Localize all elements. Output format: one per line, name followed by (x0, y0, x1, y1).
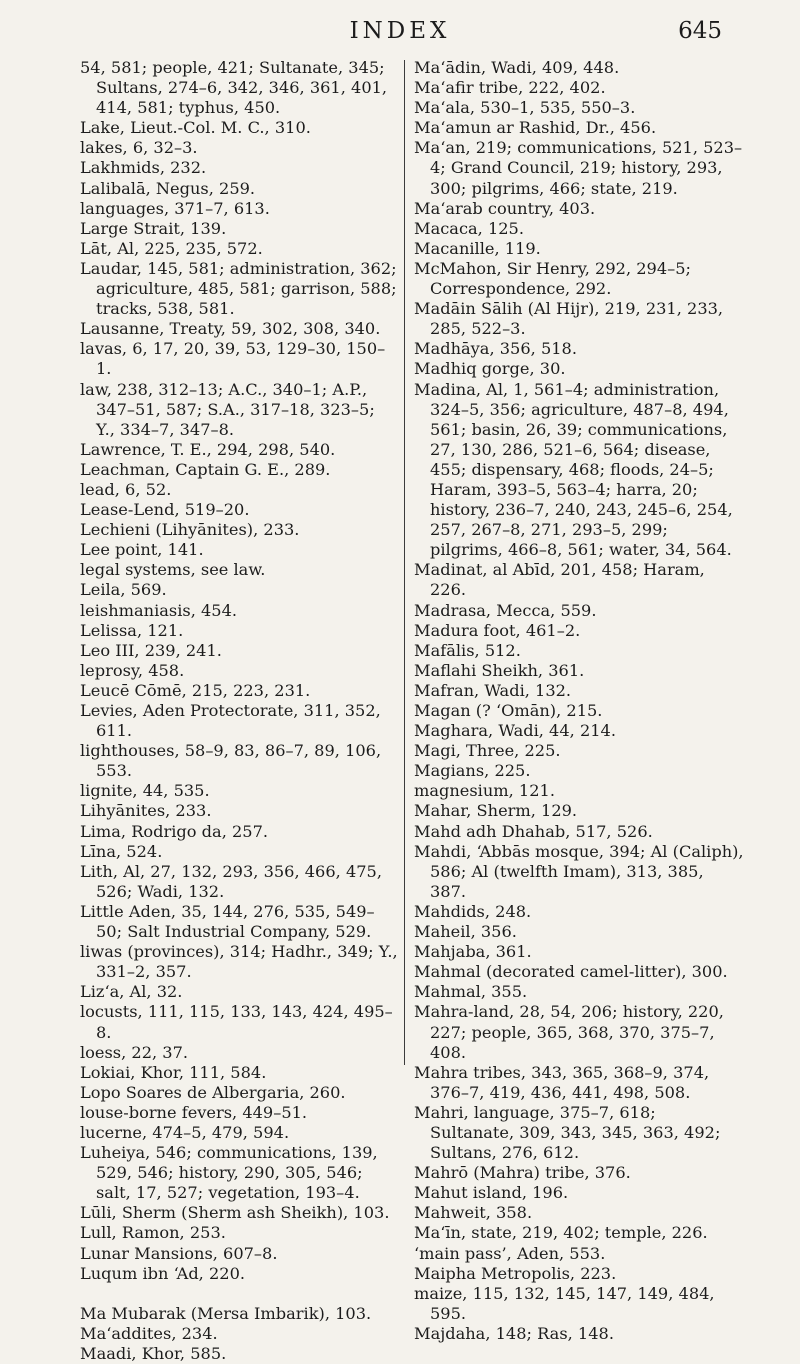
index-entry: Macanille, 119. (414, 238, 541, 258)
index-entry: Līna, 524. (80, 841, 163, 861)
index-entry: legal systems, see law. (80, 560, 266, 580)
index-entry: lead, 6, 52. (80, 479, 172, 499)
index-entry: leishmaniasis, 454. (80, 600, 238, 620)
index-entry: Lausanne, Treaty, 59, 302, 308, 340. (80, 319, 381, 339)
index-entry: Lechieni (Lihyānites), 233. (80, 520, 300, 540)
index-title: INDEX (349, 18, 451, 44)
index-entry: leprosy, 458. (80, 660, 185, 680)
index-entry: Ma‘īn, state, 219, 402; temple, 226. (414, 1223, 708, 1243)
index-entry: McMahon, Sir Henry, 292, 294–5; Correspondence, 292. (414, 258, 691, 299)
index-entry: Luqum ibn ‘Ad, 220. (80, 1263, 246, 1283)
index-entry: Ma Mubarak (Mersa Imbarik), 103. (80, 1303, 372, 1323)
index-entry: law, 238, 312–13; A.C., 340–1; A.P., 347–51, 587; S.A., 317–18, 323–5; Y., 334–7, 347–8. (80, 379, 375, 439)
index-entry: Maadi, Khor, 585. (80, 1343, 227, 1363)
page-number: 645 (678, 18, 722, 44)
index-entry: Ma‘an, 219; communications, 521, 523–4; Grand Council, 219; history, 293, 300; pilgrims, 466; state, 219. (414, 138, 743, 198)
index-entry: lignite, 44, 535. (80, 781, 210, 801)
page-header (0, 18, 800, 58)
index-entry: Large Strait, 139. (80, 218, 227, 238)
index-entry: liwas (provinces), 314; Hadhr., 349; Y., 331–2, 357. (80, 942, 398, 982)
index-entry: Leucē Cōmē, 215, 223, 231. (80, 680, 311, 700)
index-entry: louse-borne fevers, 449–51. (80, 1102, 308, 1122)
index-entry: Maghara, Wadi, 44, 214. (414, 721, 616, 741)
index-entry: Mahjaba, 361. (414, 942, 532, 962)
index-entry: Lakhmids, 232. (80, 158, 207, 178)
index-entry: Madina, Al, 1, 561–4; administration, 324–5, 356; agriculture, 487–8, 494, 561; basin, 26, 39; communications, 27, 130, 286, 521–6, 564; disease, 455; dispensary, 468; floods, 24–5; Haram, 393–5, 563–4; harra, 20; history, 236–7, 240, 243, 245–6, 254, 257, 267–8, 271, 293–5, 299; pilgrims, 466–8, 561; water, 34, 564. (414, 379, 733, 560)
index-entry: loess, 22, 37. (80, 1042, 189, 1062)
index-entry: Leachman, Captain G. E., 289. (80, 459, 331, 479)
index-entry: Ma‘addites, 234. (80, 1323, 218, 1343)
index-entry: Leila, 569. (80, 580, 167, 600)
index-entry: Mafran, Wadi, 132. (414, 680, 572, 700)
index-entry: Madhiq gorge, 30. (414, 359, 566, 379)
index-entry: Mahri, language, 375–7, 618; Sultanate, 309, 343, 345, 363, 492; Sultans, 276, 612. (414, 1102, 721, 1163)
index-entry: Mahdids, 248. (414, 901, 532, 921)
index-entry: lucerne, 474–5, 479, 594. (80, 1122, 290, 1142)
index-entry: Magi, Three, 225. (414, 741, 561, 761)
index-entry: Mahra tribes, 343, 365, 368–9, 374, 376–7, 419, 436, 441, 498, 508. (414, 1062, 710, 1102)
index-entry: Ma‘arab country, 403. (414, 198, 596, 218)
index-entry: Lake, Lieut.-Col. M. C., 310. (80, 118, 311, 138)
index-entry: Lee point, 141. (80, 540, 204, 560)
index-column-right (414, 58, 744, 1344)
index-entry: Little Aden, 35, 144, 276, 535, 549–50; Salt Industrial Company, 529. (80, 901, 375, 942)
index-entry: Lihyānites, 233. (80, 801, 212, 821)
index-entry: Lelissa, 121. (80, 620, 184, 640)
index-entry: Lokiai, Khor, 111, 584. (80, 1062, 267, 1082)
index-entry: Mahrō (Mahra) tribe, 376. (414, 1163, 631, 1183)
index-entry: maize, 115, 132, 145, 147, 149, 484, 595. (414, 1283, 715, 1323)
index-column-left (80, 58, 398, 1364)
index-entry: Madāin Sālih (Al Hijr), 219, 231, 233, 285, 522–3. (414, 299, 724, 339)
index-entry: Mahar, Sherm, 129. (414, 801, 578, 821)
index-entry: Magan (? ‘Omān), 215. (414, 701, 603, 720)
index-entry: Mahd adh Dhahab, 517, 526. (414, 821, 653, 841)
index-entry: Mahmal (decorated camel-litter), 300. (414, 962, 728, 982)
index-entry: languages, 371–7, 613. (80, 198, 270, 218)
index-entry: Lūli, Sherm (Sherm ash Sheikh), 103. (80, 1203, 390, 1223)
index-entry: Ma‘ādin, Wadi, 409, 448. (414, 58, 620, 77)
index-entry: Ma‘afir tribe, 222, 402. (414, 78, 606, 98)
index-entry: Mahdi, ‘Abbās mosque, 394; Al (Caliph), 586; Al (twelfth Imam), 313, 385, 387. (414, 841, 744, 901)
index-entry: Madhāya, 356, 518. (414, 339, 577, 359)
index-entry: magnesium, 121. (414, 781, 555, 801)
index-entry: Mafālis, 512. (414, 640, 521, 660)
index-entry: lighthouses, 58–9, 83, 86–7, 89, 106, 553. (80, 741, 382, 781)
index-entry: Levies, Aden Protectorate, 311, 352, 611. (80, 701, 381, 741)
index-entry: Madrasa, Mecca, 559. (414, 600, 597, 620)
index-entry: Lull, Ramon, 253. (80, 1223, 226, 1243)
index-entry: lakes, 6, 32–3. (80, 138, 198, 158)
index-entry: Mahweit, 358. (414, 1203, 533, 1223)
index-entry: Lunar Mansions, 607–8. (80, 1243, 278, 1263)
index-entry: Mahut island, 196. (414, 1183, 569, 1203)
index-entry: Luheiya, 546; communications, 139, 529, 546; history, 290, 305, 546; salt, 17, 527; vegetation, 193–4. (80, 1143, 378, 1203)
index-entry: 54, 581; people, 421; Sultanate, 345; Sultans, 274–6, 342, 346, 361, 401, 414, 581; typhus, 450. (80, 58, 388, 118)
index-entry: Maheil, 356. (414, 922, 517, 942)
column-divider (404, 60, 405, 1065)
index-entry: Ma‘ala, 530–1, 535, 550–3. (414, 98, 636, 118)
index-entry: Mahmal, 355. (414, 982, 528, 1002)
index-entry: Lalibalā, Negus, 259. (80, 178, 256, 198)
index-entry: Liz‘a, Al, 32. (80, 982, 183, 1002)
index-entry: Magians, 225. (414, 761, 531, 781)
index-entry: ‘main pass’, Aden, 553. (414, 1243, 606, 1263)
index-entry: Laudar, 145, 581; administration, 362; agriculture, 485, 581; garrison, 588; tracks, 538, 581. (80, 258, 397, 319)
index-entry: Lāt, Al, 225, 235, 572. (80, 238, 263, 258)
index-entry: Madura foot, 461–2. (414, 620, 581, 640)
index-entry: Maflahi Sheikh, 361. (414, 660, 585, 680)
index-entry: locusts, 111, 115, 133, 143, 424, 495–8. (80, 1002, 393, 1042)
index-entry: Lith, Al, 27, 132, 293, 356, 466, 475, 526; Wadi, 132. (80, 861, 382, 901)
index-entry: Lease-Lend, 519–20. (80, 500, 250, 520)
index-entry: Maipha Metropolis, 223. (414, 1263, 617, 1283)
index-entry: Majdaha, 148; Ras, 148. (414, 1323, 614, 1343)
index-entry: lavas, 6, 17, 20, 39, 53, 129–30, 150–1. (80, 339, 386, 379)
index-entry: Lima, Rodrigo da, 257. (80, 821, 269, 841)
index-entry: Madinat, al Abīd, 201, 458; Haram, 226. (414, 560, 705, 600)
index-entry: Mahra-land, 28, 54, 206; history, 220, 227; people, 365, 368, 370, 375–7, 408. (414, 1002, 724, 1062)
index-entry: Ma‘amun ar Rashid, Dr., 456. (414, 118, 657, 138)
index-entry: Lawrence, T. E., 294, 298, 540. (80, 439, 336, 459)
section-gap (80, 1284, 398, 1304)
index-entry: Leo III, 239, 241. (80, 640, 222, 660)
index-entry: Lopo Soares de Albergaria, 260. (80, 1082, 346, 1102)
index-entry: Macaca, 125. (414, 218, 524, 238)
